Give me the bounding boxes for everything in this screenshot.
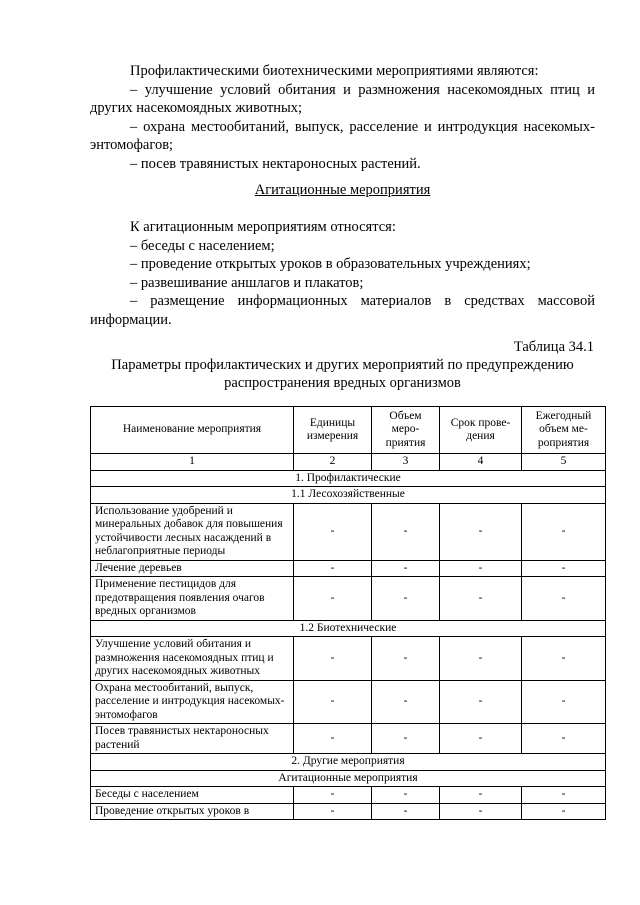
measure-name: Использование удобрений и минеральных добавок для повышения устойчивости лесных насаждений в неблагоприятные периоды xyxy=(91,503,294,560)
dash-cell: - xyxy=(440,637,522,681)
table-row xyxy=(91,637,606,681)
dash-cell: - xyxy=(294,724,372,754)
dash-cell: - xyxy=(294,577,372,621)
section-row xyxy=(91,620,606,637)
agitation-item-2: – проведение открытых уроков в образовательных учреждениях; xyxy=(130,256,531,272)
agitation-heading: Агитационные мероприятия xyxy=(254,182,431,198)
dash-cell: - xyxy=(294,787,372,804)
subsection-biotech: 1.2 Биотехнические xyxy=(91,620,606,637)
section-preventive: 1. Профилактические xyxy=(91,470,606,487)
agitation-intro-text: К агитационным мероприятиям относятся: xyxy=(130,219,396,235)
section-row xyxy=(91,754,606,771)
measure-name: Посев травянистых нектароносных растений xyxy=(91,724,294,754)
table-number: Таблица 34.1 xyxy=(513,339,594,355)
header-annual: Ежегодный объем ме-роприятия xyxy=(522,407,606,454)
col-number: 1 xyxy=(91,454,294,471)
column-number-row xyxy=(91,454,606,471)
measure-name: Проведение открытых уроков в xyxy=(91,803,294,820)
biotech-intro-text: Профилактическими биотехническими мероприятиями являются: xyxy=(130,63,539,79)
header-name: Наименование мероприятия xyxy=(91,407,294,454)
biotech-measures-paragraph xyxy=(90,62,595,173)
dash-cell: - xyxy=(372,787,440,804)
table-title: Параметры профилактических и других мероприятий по предупреждению распространения вредных организмов xyxy=(111,357,574,391)
col-number: 2 xyxy=(294,454,372,471)
measure-name: Улучшение условий обитания и размножения насекомоядных птиц и других насекомоядных животных xyxy=(91,637,294,681)
dash-cell: - xyxy=(372,724,440,754)
dash-cell: - xyxy=(372,680,440,724)
table-header-row xyxy=(91,407,606,454)
dash-cell: - xyxy=(294,680,372,724)
dash-cell: - xyxy=(294,637,372,681)
dash-cell: - xyxy=(440,680,522,724)
dash-cell: - xyxy=(294,560,372,577)
measure-name: Беседы с населением xyxy=(91,787,294,804)
header-units: Единицы измерения xyxy=(294,407,372,454)
agitation-item-1: – беседы с населением; xyxy=(130,237,275,254)
measure-name: Лечение деревьев xyxy=(91,560,294,577)
dash-cell: - xyxy=(440,787,522,804)
dash-cell: - xyxy=(522,560,606,577)
col-number: 3 xyxy=(372,454,440,471)
table-row xyxy=(91,803,606,820)
dash-cell: - xyxy=(522,637,606,681)
dash-cell: - xyxy=(522,803,606,820)
dash-cell: - xyxy=(440,503,522,560)
dash-cell: - xyxy=(372,560,440,577)
dash-cell: - xyxy=(372,503,440,560)
subsection-forestry: 1.1 Лесохозяйственные xyxy=(91,487,606,504)
agitation-item-3: – развешивание аншлагов и плакатов; xyxy=(130,274,364,291)
measures-table xyxy=(90,406,606,820)
dash-cell: - xyxy=(294,803,372,820)
agitation-paragraph xyxy=(90,218,595,329)
dash-cell: - xyxy=(294,503,372,560)
dash-cell: - xyxy=(522,503,606,560)
dash-cell: - xyxy=(372,637,440,681)
section-row xyxy=(91,770,606,787)
biotech-item-3: – посев травянистых нектароносных растений. xyxy=(130,155,421,172)
col-number: 5 xyxy=(522,454,606,471)
biotech-item-1: – улучшение условий обитания и размножения насекомоядных птиц и других насекомоядных животных; xyxy=(90,81,595,116)
measure-name: Охрана местообитаний, выпуск, расселение и интродукция насекомых-энтомофагов xyxy=(91,680,294,724)
agitation-item-4: – размещение информационных материалов в средствах массовой информации. xyxy=(90,293,595,328)
subsection-agitation: Агитационные мероприятия xyxy=(91,770,606,787)
col-number: 4 xyxy=(440,454,522,471)
section-row xyxy=(91,470,606,487)
section-row xyxy=(91,487,606,504)
dash-cell: - xyxy=(522,577,606,621)
section-other: 2. Другие мероприятия xyxy=(91,754,606,771)
dash-cell: - xyxy=(440,560,522,577)
measure-name: Применение пестицидов для предотвращения появления очагов вредных организмов xyxy=(91,577,294,621)
dash-cell: - xyxy=(372,577,440,621)
dash-cell: - xyxy=(372,803,440,820)
table-row xyxy=(91,577,606,621)
dash-cell: - xyxy=(522,680,606,724)
table-row xyxy=(91,560,606,577)
dash-cell: - xyxy=(440,724,522,754)
header-volume: Объем меро-приятия xyxy=(372,407,440,454)
table-row xyxy=(91,680,606,724)
dash-cell: - xyxy=(440,577,522,621)
dash-cell: - xyxy=(522,724,606,754)
biotech-item-2: – охрана местообитаний, выпуск, расселение и интродукция насекомых-энтомофагов; xyxy=(90,118,595,153)
table-row xyxy=(91,503,606,560)
dash-cell: - xyxy=(522,787,606,804)
table-row xyxy=(91,787,606,804)
dash-cell: - xyxy=(440,803,522,820)
table-row xyxy=(91,724,606,754)
header-term: Срок прове-дения xyxy=(440,407,522,454)
